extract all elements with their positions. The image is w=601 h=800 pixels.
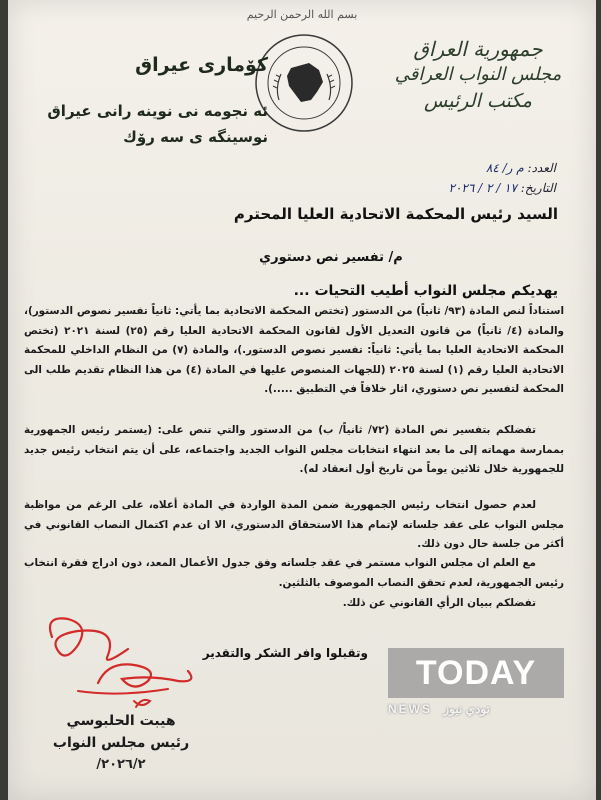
watermark-brand: TODAY [415, 654, 537, 692]
kurdish-letterhead-council: ئه نجومه نى نوينه رانى عيراق [47, 102, 268, 120]
kurdish-letterhead-republic: كۆمارى عيراق [135, 54, 268, 76]
reference-date-value: ١٧ / ٢ / ٢٠٢٦ [448, 181, 517, 195]
reference-number-value: م ر/ ٨٤ [485, 161, 524, 175]
watermark-news-en: NEWS [388, 702, 432, 716]
arabic-letterhead [378, 36, 578, 114]
body-paragraph-5: تفضلكم ببيان الرأي القانوني عن ذلك. [342, 597, 536, 609]
bismillah: بسم الله الرحمن الرحيم [246, 8, 358, 21]
reference-date-label: التاريخ: [520, 181, 556, 195]
greeting-line: يهديكم مجلس النواب أطيب التحيات ... [293, 283, 558, 299]
reference-number-label: العدد: [527, 161, 556, 175]
addressee-line: السيد رئيس المحكمة الاتحادية العليا المحترم [233, 205, 558, 223]
today-news-watermark [388, 648, 564, 730]
signatory-date: ٢٠٢٦/٢/ [96, 757, 146, 772]
arabic-letterhead-office: مكتب الرئيس [424, 90, 532, 112]
kurdish-letterhead [38, 50, 268, 150]
body-paragraph-1: استناداً لنص المادة (٩٣/ ثانياً) من الدستور (تختص المحكمة الاتحادية بما يأتي: ثانياً تفسير نصوص الدستور)، والمادة (٤/ ثانياً) من قانون التعديل الأول لقانون المحكمة الاتحادية العليا رقم (٢٥) لسنة ٢٠٢١ (تختص المحكمة الاتحادية العليا بما يأتي: ثانياً: تفسير نصوص الدستور.)، والمادة (٧) من النظام الداخلي للمحكمة الاتحادية العليا رقم (١) لسنة ٢٠٢٥ (للجهات المنصوص عليها في المادة (٤) من هذا النظام تقديم طلب الى المحكمة لتفسير نص دستوري، اثار خلافاً في التطبيق .....). [24, 305, 565, 395]
watermark-news-ar: تودي نيوز [443, 702, 490, 716]
body-paragraph-3: لعدم حصول انتخاب رئيس الجمهورية ضمن المدة الواردة في المادة أعلاه، على الرغم من مواظبة مجلس النواب على عقد جلساته لإتمام هذا الاستحقاق الدستوري، الا ان عدم اكتمال النصاب القانوني في أكثر من جلسة حال دون ذلك. [24, 499, 564, 550]
body-paragraph-2: تفضلكم بتفسير نص المادة (٧٢/ ثانياً/ ب) من الدستور والتي تنص على: (يستمر رئيس الجمهورية بممارسة مهماته إلى ما بعد انتهاء انتخابات مجلس النواب الجديد واجتماعه، على أن يتم انتخاب رئيس جديد للجمهورية خلال ثلاثين يوماً من تاريخ أول انعقاد له). [24, 424, 564, 475]
signatory-title: رئيس مجلس النواب [52, 735, 190, 751]
subject-line: م/ تفسير نص دستوري [259, 250, 403, 265]
signatory-name: هيبت الحلبوسي [66, 713, 176, 729]
letter-page [8, 0, 596, 800]
reference-block [386, 158, 556, 198]
arabic-letterhead-council: مجلس النواب العراقي [394, 64, 562, 85]
body-paragraph-4: مع العلم ان مجلس النواب مستمر في عقد جلساته وفق جدول الأعمال المعد، دون ادراج فقرة انتخاب رئيس الجمهورية، لعدم تحقق النصاب الموصوف بالثلثين. [24, 557, 564, 589]
kurdish-letterhead-office: نوسينگه ى سه رۆك [123, 128, 268, 146]
reference-number [386, 158, 556, 178]
arabic-letterhead-republic: جمهورية العراق [413, 37, 543, 61]
closing-line: وتقبلوا وافر الشكر والتقدير [202, 646, 368, 660]
handwritten-signature [38, 605, 218, 715]
watermark-news [388, 702, 564, 716]
reference-date [386, 178, 556, 198]
signatory-block [36, 700, 206, 776]
